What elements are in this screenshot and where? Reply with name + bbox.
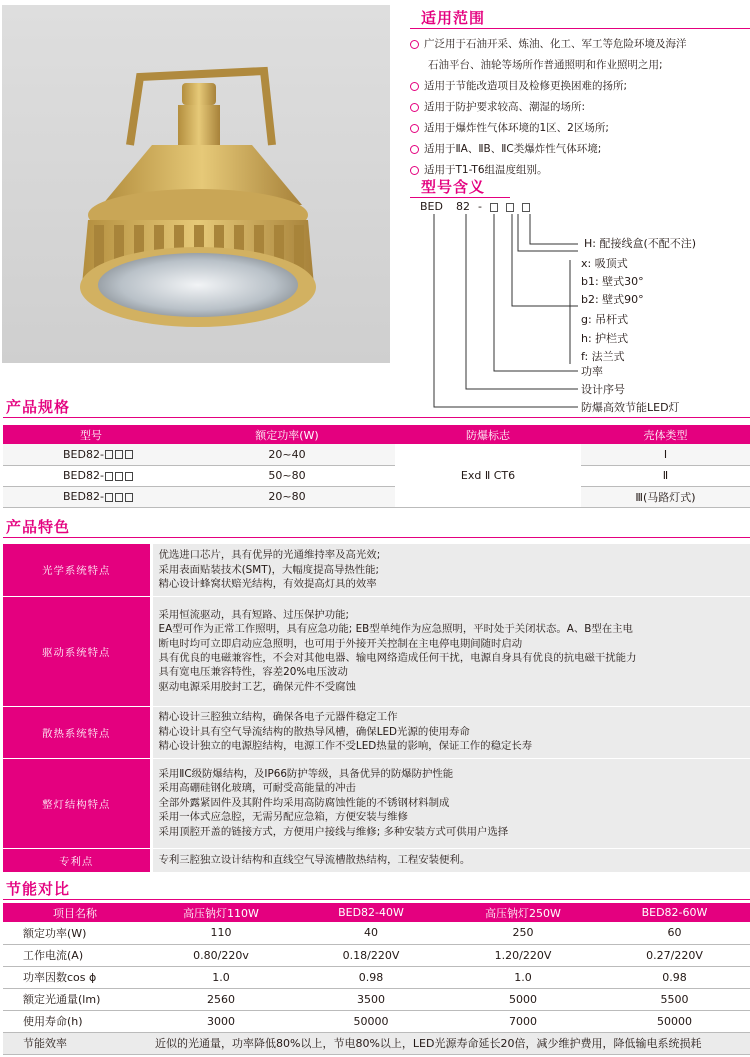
compare-header: 项目名称 xyxy=(3,903,147,922)
model-code: BED82- xyxy=(63,469,104,482)
scope-text: 适用于节能改造项目及检修更换困难的扬所; xyxy=(424,80,628,92)
spec-table xyxy=(3,425,750,508)
feature-line: 具有宽电压兼容特性，容差20%电压波动 xyxy=(158,666,348,679)
compare-cell: 5500 xyxy=(599,988,750,1010)
table-row xyxy=(3,1010,750,1032)
spec-model xyxy=(3,465,179,486)
scope-text: 石油平台、油轮等场所作普通照明和作业照明之用; xyxy=(428,59,663,71)
bullet-icon xyxy=(410,40,419,49)
led-lamp-illustration xyxy=(2,5,390,363)
divider xyxy=(410,197,510,198)
section-title-features: 产品特色 xyxy=(6,518,71,536)
feature-line: 精心设计具有空气导流结构的散热导风槽，确保LED光源的使用寿命 xyxy=(158,725,470,738)
feature-key: 散热系统特点 xyxy=(3,706,151,758)
model-dash: - xyxy=(478,200,482,213)
spec-shell: Ⅰ xyxy=(581,444,750,465)
placeholder-box xyxy=(522,203,530,212)
compare-cell: 1.0 xyxy=(447,966,599,988)
model-label-h: H: 配接线盒(不配不注) xyxy=(584,237,697,250)
compare-cell: 50000 xyxy=(599,1010,750,1032)
feature-line: 专利三腔独立设计结构和直线空气导流槽散热结构，工程安装便利。 xyxy=(158,853,471,866)
table-row xyxy=(3,486,750,507)
spec-ex-mark: Exd Ⅱ CT6 xyxy=(395,444,581,507)
feature-value xyxy=(151,848,750,872)
scope-list xyxy=(410,34,750,181)
spec-model xyxy=(3,444,179,465)
model-label-design: 设计序号 xyxy=(581,383,625,396)
model-label-f: f: 法兰式 xyxy=(581,350,625,363)
scope-text: 广泛用于石油开采、炼油、化工、军工等危险环境及海洋 xyxy=(424,38,687,50)
feature-row xyxy=(3,706,750,758)
feature-line: 精心设计蜂窝状赔光结构，有效提高灯具的效率 xyxy=(158,577,377,590)
scope-text: 适用于爆炸性气体环境的1区、2区场所; xyxy=(424,122,609,134)
compare-cell: 50000 xyxy=(295,1010,447,1032)
scope-item xyxy=(410,76,750,97)
table-row xyxy=(3,922,750,944)
feature-line: 采用ⅡC级防爆结构，及IP66防护等级，具备优异的防爆防护性能 xyxy=(158,767,454,780)
compare-cell: 3500 xyxy=(295,988,447,1010)
table-row xyxy=(3,944,750,966)
placeholder-box xyxy=(490,203,498,212)
scope-item xyxy=(410,97,750,118)
table-row xyxy=(3,988,750,1010)
feature-row xyxy=(3,758,750,848)
table-row xyxy=(3,444,750,465)
compare-key: 工作电流(A) xyxy=(3,944,147,966)
feature-line: 采用一体式应急腔，无需另配应急箱，方便安装与维修 xyxy=(158,811,408,824)
feature-line: 采用恒流驱动，具有短路、过压保护功能; xyxy=(158,608,350,621)
compare-key: 额定功率(W) xyxy=(3,922,147,944)
feature-line: 断电时均可立即启动应急照明，也可用于外接开关控制在主电停电期间随时启动 xyxy=(158,637,523,650)
compare-cell: 3000 xyxy=(147,1010,295,1032)
compare-key: 节能效率 xyxy=(3,1032,147,1054)
model-label-h2: h: 护栏式 xyxy=(581,332,629,345)
section-title-model: 型号含义 xyxy=(421,178,486,196)
section-title-scope: 适用范围 xyxy=(421,9,486,27)
divider xyxy=(3,417,750,418)
model-label-type: 防爆高效节能LED灯 xyxy=(581,401,680,414)
compare-cell: 7000 xyxy=(447,1010,599,1032)
compare-table xyxy=(3,903,750,1055)
compare-cell: 40 xyxy=(295,922,447,944)
compare-key: 使用寿命(h) xyxy=(3,1010,147,1032)
model-label-b1: b1: 壁式30° xyxy=(581,275,644,288)
model-label-power: 功率 xyxy=(581,365,603,378)
compare-header: BED82-60W xyxy=(599,903,750,922)
compare-cell: 0.98 xyxy=(295,966,447,988)
bullet-icon xyxy=(410,124,419,133)
table-row xyxy=(3,465,750,486)
scope-text: 适用于ⅡA、ⅡB、ⅡC类爆炸性气体环境; xyxy=(424,143,602,155)
feature-value xyxy=(151,758,750,848)
bullet-icon xyxy=(410,166,419,175)
compare-cell: 1.20/220V xyxy=(447,944,599,966)
model-diagram xyxy=(420,200,740,420)
feature-line: 优选进口芯片，具有优异的光通维持率及高光效; xyxy=(158,549,381,562)
feature-row xyxy=(3,544,750,596)
section-title-energy: 节能对比 xyxy=(6,880,71,898)
feature-line: EA型可作为正常工作照明，具有应急功能; EB型单纯作为应急照明，平时处于关闭状态。A、B型在主电 xyxy=(158,623,633,636)
table-row xyxy=(3,1032,750,1054)
compare-cell: 60 xyxy=(599,922,750,944)
model-connector-lines xyxy=(420,200,740,420)
feature-value xyxy=(151,544,750,596)
compare-cell: 2560 xyxy=(147,988,295,1010)
compare-key: 额定光通量(lm) xyxy=(3,988,147,1010)
model-series: 82 xyxy=(456,200,470,213)
spec-power: 20~80 xyxy=(179,486,395,507)
energy-saving-note: 近似的光通量，功率降低80%以上，节电80%以上，LED光源寿命延长20倍，减少维护费用，降低输电系统损耗 xyxy=(147,1032,750,1054)
divider xyxy=(3,537,750,538)
compare-cell: 250 xyxy=(447,922,599,944)
feature-row xyxy=(3,848,750,872)
feature-line: 具有优良的电磁兼容性，不会对其他电器、输电网络造成任何干扰，电源自身具有优良的抗电磁干扰能力 xyxy=(158,652,637,664)
placeholder-box xyxy=(506,203,514,212)
feature-key: 驱动系统特点 xyxy=(3,596,151,706)
feature-line: 采用顶腔开盖的链接方式，方便用户接线与维修; 多种安装方式可供用户选择 xyxy=(158,825,509,838)
bullet-icon xyxy=(410,82,419,91)
spec-shell: Ⅲ(马路灯式) xyxy=(581,486,750,507)
features-table xyxy=(3,544,750,873)
feature-value xyxy=(151,596,750,706)
bullet-icon xyxy=(410,145,419,154)
compare-cell: 0.18/220V xyxy=(295,944,447,966)
spec-header-shell: 壳体类型 xyxy=(581,425,750,444)
model-label-x: x: 吸顶式 xyxy=(581,257,628,270)
compare-cell: 0.27/220V xyxy=(599,944,750,966)
spec-model xyxy=(3,486,179,507)
compare-cell: 5000 xyxy=(447,988,599,1010)
feature-row xyxy=(3,596,750,706)
feature-key: 专利点 xyxy=(3,848,151,872)
model-label-b2: b2: 壁式90° xyxy=(581,293,644,306)
compare-cell: 1.0 xyxy=(147,966,295,988)
scope-item xyxy=(410,118,750,139)
compare-cell: 110 xyxy=(147,922,295,944)
scope-text: 适用于T1-T6组温度组别。 xyxy=(424,164,548,176)
divider xyxy=(3,899,750,900)
feature-key: 整灯结构特点 xyxy=(3,758,151,848)
feature-line: 采用表面贴装技术(SMT)，大幅度提高导热性能; xyxy=(158,563,380,576)
bullet-icon xyxy=(410,103,419,112)
scope-item xyxy=(410,34,750,76)
model-code: BED82- xyxy=(63,447,104,461)
model-label-g: g: 吊杆式 xyxy=(581,313,629,326)
feature-value xyxy=(151,706,750,758)
model-prefix: BED xyxy=(420,200,443,213)
feature-line: 精心设计独立的电源腔结构，电源工作不受LED热量的影响，保证工作的稳定长寿 xyxy=(158,740,533,753)
table-row xyxy=(3,966,750,988)
scope-item xyxy=(410,139,750,160)
compare-cell: 0.98 xyxy=(599,966,750,988)
divider xyxy=(410,28,750,29)
spec-power: 50~80 xyxy=(179,465,395,486)
spec-header-model: 型号 xyxy=(3,425,179,444)
feature-line: 驱动电源采用胶封工艺，确保元件不受腐蚀 xyxy=(158,680,356,693)
compare-header: 高压钠灯250W xyxy=(447,903,599,922)
spec-header-ex: 防爆标志 xyxy=(395,425,581,444)
compare-header: BED82-40W xyxy=(295,903,447,922)
compare-cell: 0.80/220v xyxy=(147,944,295,966)
scope-text: 适用于防护要求较高、潮湿的场所: xyxy=(424,101,586,113)
compare-header: 高压钠灯110W xyxy=(147,903,295,922)
section-title-spec: 产品规格 xyxy=(6,398,71,416)
feature-line: 精心设计三腔独立结构，确保各电子元器件稳定工作 xyxy=(158,711,398,724)
compare-key: 功率因数cos ϕ xyxy=(3,966,147,988)
spec-shell: Ⅱ xyxy=(581,465,750,486)
feature-line: 采用高硼硅钢化玻璃，可耐受高能量的冲击 xyxy=(158,782,356,795)
product-photo xyxy=(2,5,390,363)
spec-power: 20~40 xyxy=(179,444,395,465)
model-code: BED82- xyxy=(63,490,104,503)
spec-header-power: 额定功率(W) xyxy=(179,425,395,444)
feature-line: 全部外露紧固件及其附件均采用高防腐蚀性能的不锈钢材料制成 xyxy=(158,796,450,809)
feature-key: 光学系统特点 xyxy=(3,544,151,596)
